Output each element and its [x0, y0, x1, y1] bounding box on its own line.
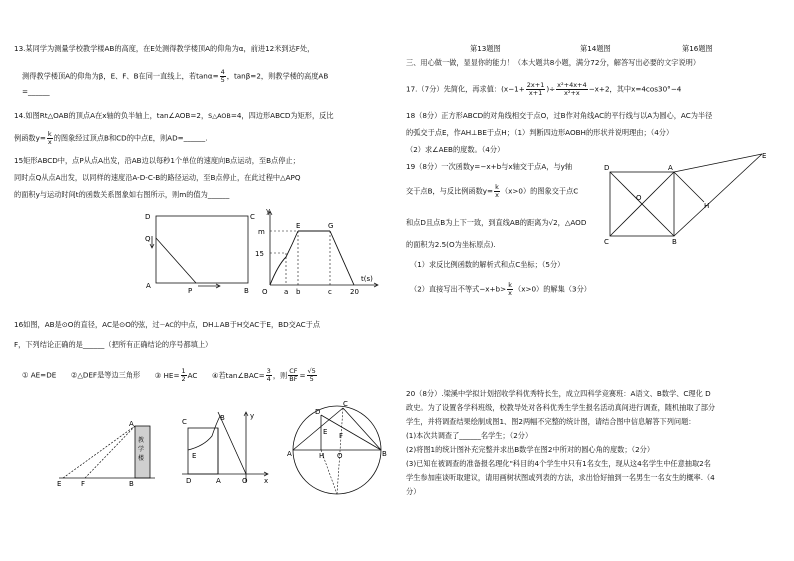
label-B: B: [244, 287, 249, 295]
axis-y: y: [250, 412, 255, 420]
q16-line2: F，下列结论正确的是______（把所有正确结论的序号都填上）: [14, 340, 213, 349]
q19-sub1: （1）求反比例函数的解析式和点C坐标；（5分）: [410, 260, 565, 269]
label-D: D: [315, 408, 321, 416]
building-text-2: 学: [138, 446, 145, 453]
q15-line1: 15矩形ABCD中，点P从点A出发，沿AB边以每秒1个单位的速度向B点运动，至B点停止；: [14, 156, 300, 165]
q18-line1: 18（8分）正方形ABCD的对角线相交于点O，过B作对角线AC的平行线与以A为圆心，AC为半径: [406, 111, 713, 120]
fig-caption-14: 第14题图: [580, 44, 611, 53]
q15-line3: 的面积y与运动时间t的函数关系图象如右图所示，则m的值为______: [14, 190, 230, 199]
q15-line2: 同时点Q从点A出发，以同样的速度沿A-D-C-B的路径运动，至B点停止，在此过程中△APQ: [14, 173, 301, 182]
fig14-coordinate: [178, 410, 273, 485]
label-Q: Q: [145, 235, 151, 243]
q20-line3: 学生，并将调查结果绘制成图1、图2两幅不完整的统计图，请结合图中信息解答下列问题：: [406, 417, 696, 426]
axis-t-label: t(s): [361, 275, 373, 283]
axis-y-label: y: [266, 207, 271, 215]
label-O: O: [242, 477, 248, 485]
q20-line2: 政史。为了设置各学科班级，校教导处对各科优秀生学生报名活动真间进行调查，随机抽取了部分: [406, 403, 716, 412]
q19-line2: 交于点B，与反比例函数y= $\frac{k}{x}$ （x>0）的图象交于点C: [406, 183, 579, 199]
label-F: F: [81, 480, 86, 488]
tick-20: 20: [350, 288, 359, 296]
building-text-1: 教: [138, 437, 145, 444]
tick-c: c: [328, 288, 332, 296]
q20-line8: 分）: [406, 487, 421, 496]
label-C: C: [182, 418, 187, 426]
label-P: P: [188, 287, 193, 295]
option-4: ④若tan∠BAC= $\frac{3}{4}$ ，则 $\frac{CF}{BF}$ = $\frac{√5}{5}$: [212, 367, 316, 383]
label-B: B: [129, 480, 134, 488]
origin-O: O: [262, 288, 268, 296]
label-E: E: [323, 428, 328, 436]
label-C: C: [604, 238, 609, 245]
label-B: B: [672, 238, 677, 245]
q13-line3: =______: [22, 87, 50, 96]
q19-line1: 19（8分）一次函数y=−x+b与x轴交于点A，与y轴: [406, 162, 573, 171]
label-D: D: [145, 213, 151, 221]
label-E: E: [192, 452, 197, 460]
label-C: C: [250, 213, 255, 221]
label-H: H: [319, 452, 325, 460]
label-A: A: [129, 420, 134, 428]
option-1: ① AE=DE: [22, 370, 57, 380]
q17: 17.（7分）先简化，再求值：(x−1+ $\frac{2x+1}{x+1}$ )÷ $\frac{\text{x²+4x+4}}{\text{x²+x}}$ −x+2，其中x=4cos30°−4: [406, 81, 682, 97]
fig13-building: [55, 418, 165, 488]
label-E: E: [296, 222, 301, 230]
axis-x: x: [264, 477, 269, 485]
label-O: O: [636, 194, 642, 202]
q14-line1: 14.如图Rt△OAB的顶点A在x轴的负半轴上，tan∠AOB=2，S△AOB=4，四边形ABCD为矩形，反比: [14, 111, 334, 120]
label-H: H: [704, 202, 710, 210]
q16-line1: 16如图，AB是⊙O的直径，AC是⊙O的弦，过$_⌒$AC的中点，DH⊥AB于H交AC于E，BD交AC于点: [14, 320, 321, 331]
label-G: G: [328, 222, 334, 230]
label-A: A: [287, 450, 292, 458]
q18-line2: 的弧交于点E，作AH⊥BE于点H；（1）判断四边形AOBH的形状并说明理由；（4分）: [406, 128, 674, 137]
q13-line2: 测得教学楼顶A的仰角为β，E、F、B在同一直线上，若tanα= $\frac{4}{5}$ ，tanβ=2，则教学楼的高度AB: [22, 68, 329, 84]
label-D: D: [186, 477, 192, 485]
tick-b: b: [296, 288, 301, 296]
tick-m: m: [258, 228, 265, 236]
tick-a: a: [284, 288, 289, 296]
q19-line4: 的面积为2.5(O为坐标原点).: [406, 240, 496, 249]
fig16-circle: [287, 400, 387, 500]
label-A: A: [146, 282, 151, 290]
q20-line5: (2)将图1的统计图补充完整并求出B数学在图2中所对的圆心角的度数；（2分）: [406, 445, 655, 454]
fig15-rectangle: [140, 210, 260, 296]
label-C: C: [343, 400, 348, 408]
label-A: A: [216, 477, 221, 485]
q20-line1: 20（8分）.梁溪中学拟计划招收学科优秀特长生，成立四科学竞赛班：A语文、B数学、C理化 D: [406, 389, 711, 398]
label-E: E: [762, 152, 767, 160]
fig18-square: [604, 150, 769, 245]
label-D: D: [604, 164, 610, 172]
q20-line6: (3)已知在被调查的准备报名理化"科目的4个学生中只有1名女生，现从这4名学生中任意抽取2名: [406, 459, 711, 468]
label-O: O: [337, 452, 343, 460]
option-2: ②△DEF是等边三角形: [70, 370, 141, 380]
q16-options: [22, 368, 318, 383]
option-3: ③ HE= $\frac{1}{2}$ AC: [154, 367, 198, 383]
q20-line7: 学生参加座谈听取建议，请用画树状图或列表的方法，求出恰好抽到一名男生一名女生的概率.（4: [406, 473, 715, 482]
q14-line2: 例函数y= $\frac{k}{x}$ 的图象经过顶点B和CD的中点E，则AD=______.: [14, 130, 208, 146]
label-B: B: [382, 450, 387, 458]
building-text-3: 楼: [138, 455, 145, 462]
q18-line3: （2）求∠AEB的度数。（4分）: [406, 145, 505, 154]
label-A: A: [668, 164, 673, 172]
label-F: F: [339, 432, 344, 440]
section-3-heading: 三、用心做一做，显显你的能力！（本大题共8小题，满分72分，解答写出必要的文字说明）: [406, 58, 701, 67]
q19-sub2: （2）直接写出不等式−x+b> $\frac{k}{x}$ （x>0）的解集（3分）: [410, 281, 591, 297]
fig-caption-13: 第13题图: [470, 44, 501, 53]
q20-line4: (1)本次共调查了______名学生；（2分）: [406, 431, 533, 440]
label-E: E: [57, 480, 62, 488]
tick-15: 15: [255, 250, 264, 258]
label-B: B: [220, 414, 225, 422]
fig15-graph: [248, 205, 388, 300]
fig-caption-16: 第16题图: [682, 44, 713, 53]
q13-line1: 13.某同学为测量学校教学楼AB的高度，在E处测得教学楼顶A的仰角为α，前进12米到达F处，: [14, 44, 315, 53]
q19-line3: 和点D且点B为上下一致，到直线AB的距离为√2，△AOD: [406, 218, 587, 227]
